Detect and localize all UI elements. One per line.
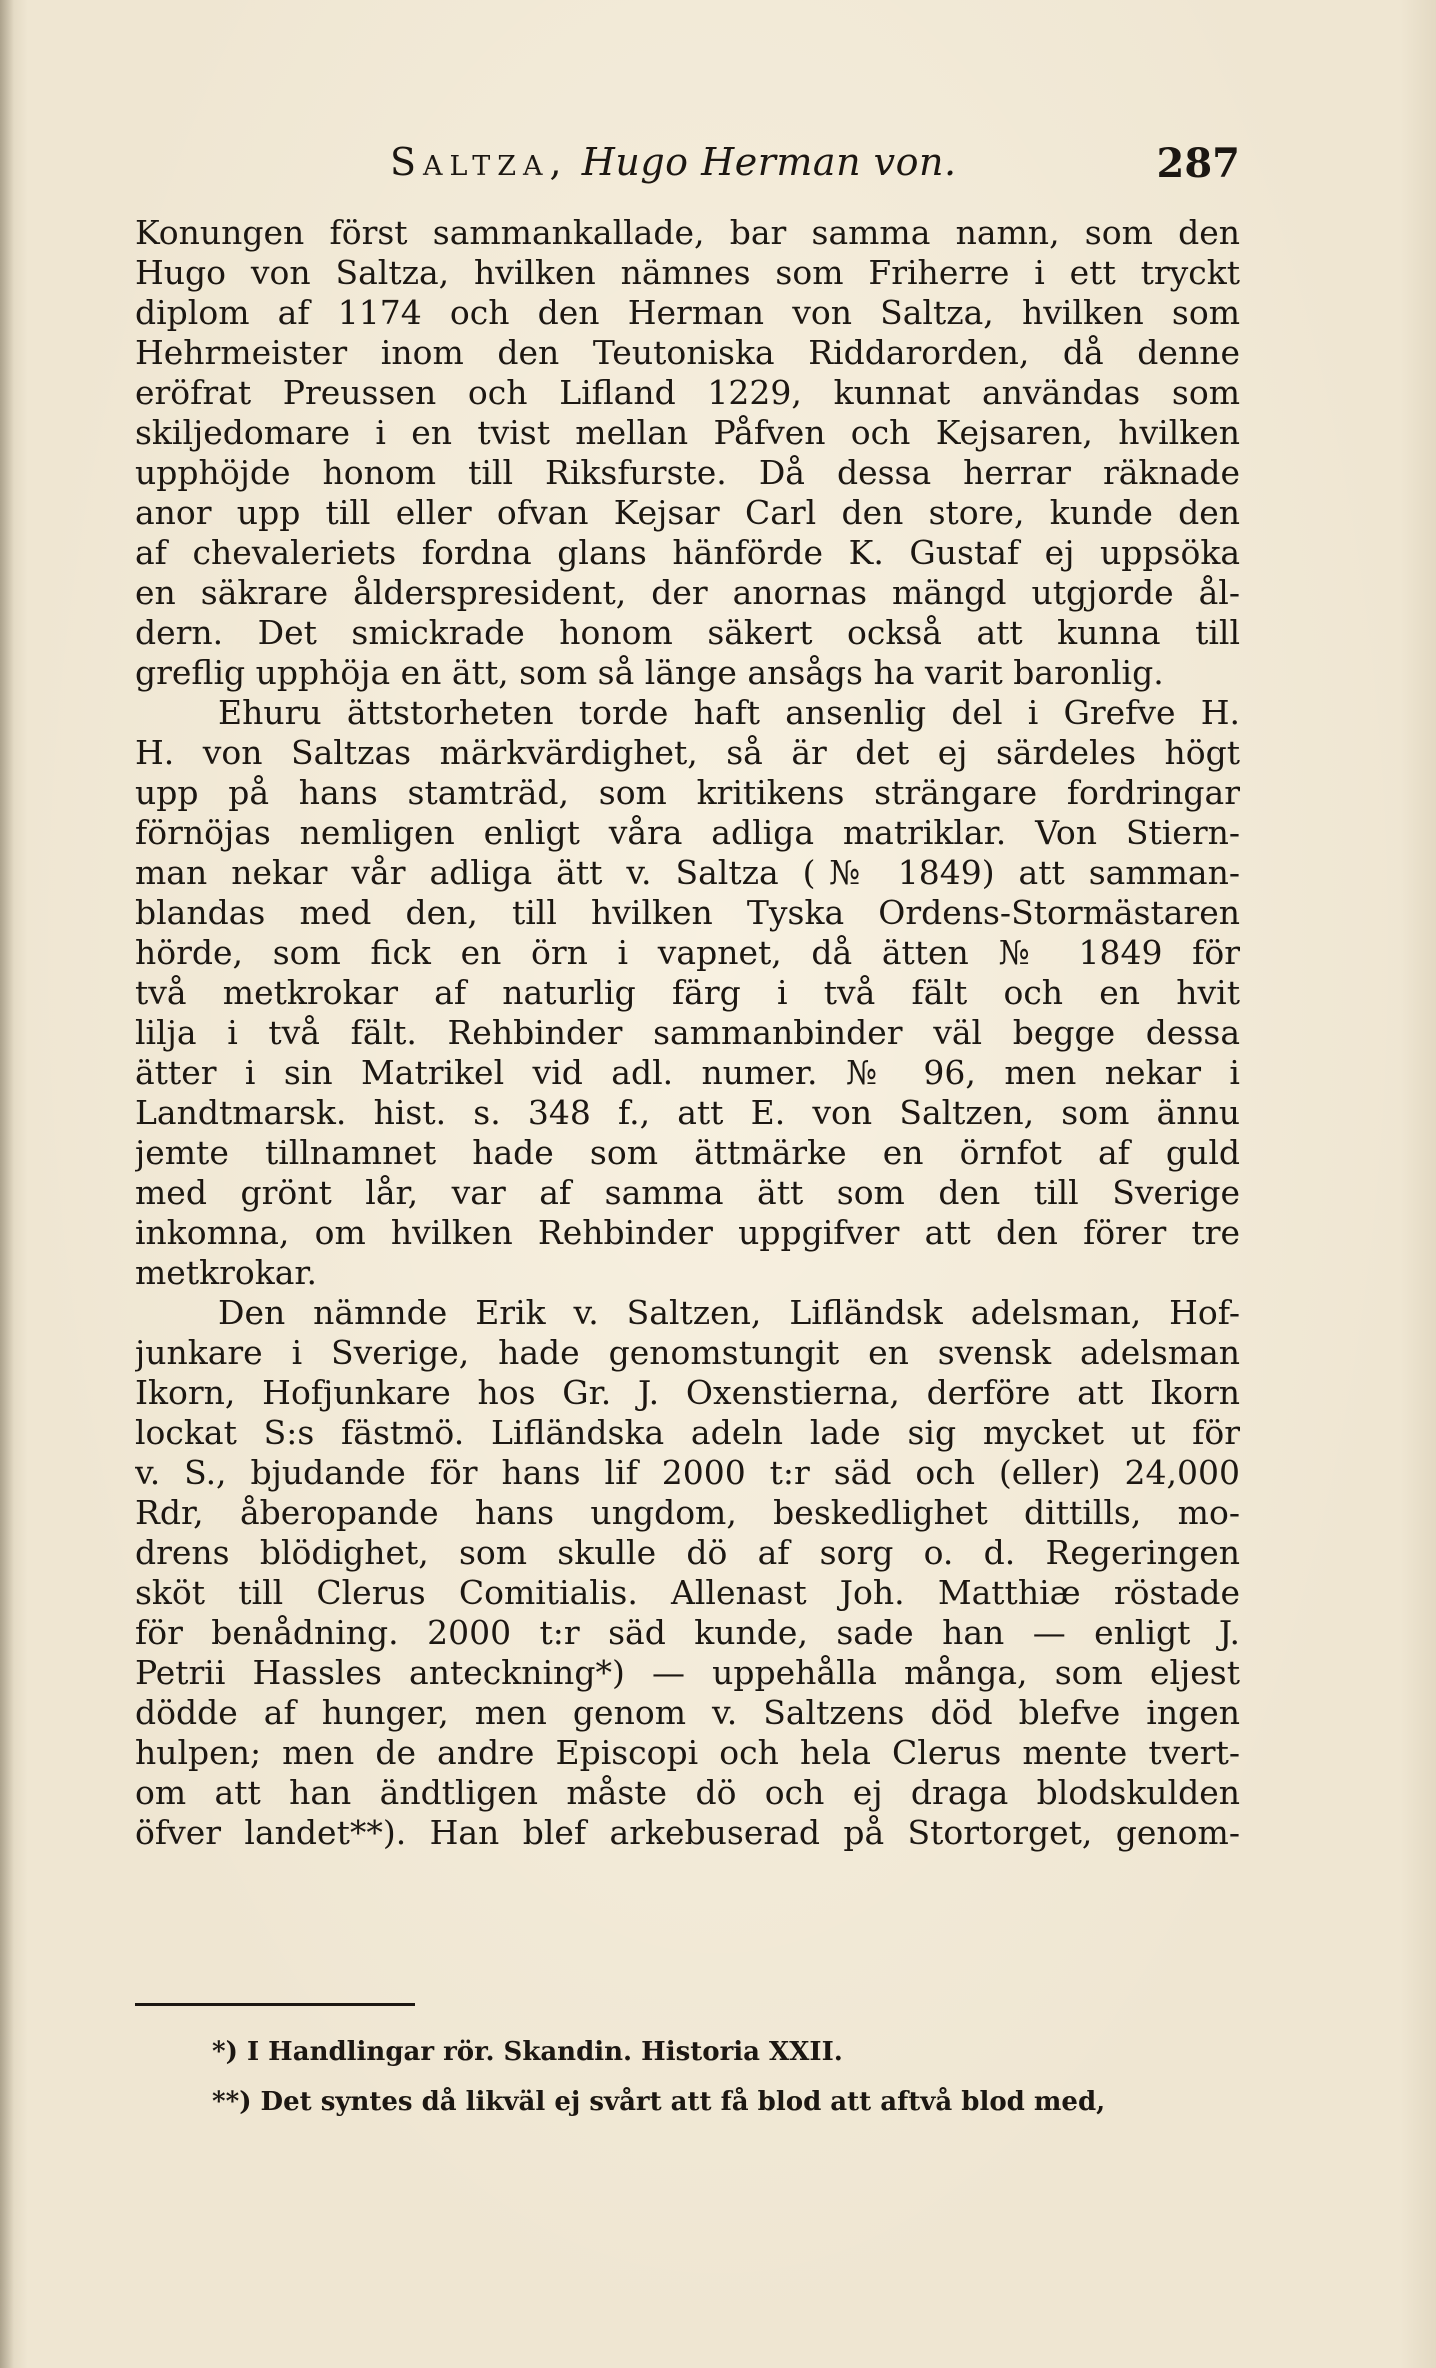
text-line: Ehuru ättstorheten torde haft ansenlig del i Grefve H. bbox=[218, 693, 1240, 732]
text-line: Hugo von Saltza, hvilken nämnes som Friherre i ett tryckt bbox=[135, 253, 1240, 292]
text-line: H. von Saltzas märkvärdighet, så är det ej särdeles högt bbox=[135, 733, 1240, 772]
page-number: 287 bbox=[1156, 140, 1240, 187]
text-line: för benådning. 2000 t:r säd kunde, sade han — enligt J. bbox=[135, 1613, 1240, 1652]
running-head-given-names: Hugo Herman von. bbox=[581, 140, 957, 184]
footnotes bbox=[212, 2027, 1252, 2127]
text-line: metkrokar. bbox=[135, 1253, 318, 1292]
text-line: Petrii Hassles anteckning*) — uppehålla många, som eljest bbox=[135, 1653, 1240, 1692]
text-line: om att han ändtligen måste dö och ej draga blodskulden bbox=[135, 1773, 1240, 1812]
binding-shadow bbox=[0, 0, 14, 2368]
text-line: blandas med den, till hvilken Tyska Ordens-Stormästaren bbox=[135, 893, 1240, 932]
text-line: upphöjde honom till Riksfurste. Då dessa herrar räknade bbox=[135, 453, 1240, 492]
text-line: öfver landet**). Han blef arkebuserad på Stortorget, genom- bbox=[135, 1813, 1240, 1852]
text-line: diplom af 1174 och den Herman von Saltza, hvilken som bbox=[135, 293, 1240, 332]
text-line: inkomna, om hvilken Rehbinder uppgifver att den förer tre bbox=[135, 1213, 1240, 1252]
text-line: två metkrokar af naturlig färg i två fält och en hvit bbox=[135, 973, 1240, 1012]
text-line: Konungen först sammankallade, bar samma namn, som den bbox=[135, 213, 1240, 252]
text-line: upp på hans stamträd, som kritikens strängare fordringar bbox=[135, 773, 1240, 812]
text-line: sköt till Clerus Comitialis. Allenast Joh. Matthiæ röstade bbox=[135, 1573, 1240, 1612]
text-line: med grönt lår, var af samma ätt som den till Sverige bbox=[135, 1173, 1240, 1212]
footnote-2: **) Det syntes då likväl ej svårt att få blod att aftvå blod med, bbox=[212, 2087, 1106, 2117]
text-line: skiljedomare i en tvist mellan Påfven och Kejsaren, hvilken bbox=[135, 413, 1240, 452]
running-head-surname: Saltza, bbox=[390, 140, 569, 184]
text-line: eröfrat Preussen och Lifland 1229, kunnat användas som bbox=[135, 373, 1240, 412]
text-line: v. S., bjudande för hans lif 2000 t:r säd och (eller) 24,000 bbox=[135, 1453, 1240, 1492]
text-line: Landtmarsk. hist. s. 348 f., att E. von Saltzen, som ännu bbox=[135, 1093, 1240, 1132]
text-line: drens blödighet, som skulle dö af sorg o. d. Regeringen bbox=[135, 1533, 1240, 1572]
body-text bbox=[135, 213, 1240, 1853]
text-line: junkare i Sverige, hade genomstungit en svensk adelsman bbox=[135, 1333, 1240, 1372]
text-line: lockat S:s fästmö. Lifländska adeln lade sig mycket ut för bbox=[135, 1413, 1240, 1452]
running-head bbox=[390, 140, 957, 184]
text-line: Ikorn, Hofjunkare hos Gr. J. Oxenstierna, derföre att Ikorn bbox=[135, 1373, 1240, 1412]
text-line: af chevaleriets fordna glans hänförde K. Gustaf ej uppsöka bbox=[135, 533, 1240, 572]
text-line: Den nämnde Erik v. Saltzen, Lifländsk adelsman, Hof- bbox=[218, 1293, 1240, 1332]
text-line: hulpen; men de andre Episcopi och hela Clerus mente tvert- bbox=[135, 1733, 1240, 1772]
text-line: Hehrmeister inom den Teutoniska Riddarorden, då denne bbox=[135, 333, 1240, 372]
text-line: förnöjas nemligen enligt våra adliga matriklar. Von Stiern- bbox=[135, 813, 1240, 852]
text-line: anor upp till eller ofvan Kejsar Carl den store, kunde den bbox=[135, 493, 1240, 532]
text-line: greflig upphöja en ätt, som så länge ansågs ha varit baronlig. bbox=[135, 653, 1164, 692]
footnote-1: *) I Handlingar rör. Skandin. Historia XXII. bbox=[212, 2037, 843, 2067]
text-line: en säkrare ålderspresident, der anornas mängd utgjorde ål- bbox=[135, 573, 1240, 612]
text-line: man nekar vår adliga ätt v. Saltza (№ 1849) att samman- bbox=[135, 853, 1240, 892]
text-line: jemte tillnamnet hade som ättmärke en örnfot af guld bbox=[135, 1133, 1240, 1172]
text-line: ätter i sin Matrikel vid adl. numer. № 96, men nekar i bbox=[135, 1053, 1240, 1092]
text-line: Rdr, åberopande hans ungdom, beskedlighet dittills, mo- bbox=[135, 1493, 1240, 1532]
text-line: lilja i två fält. Rehbinder sammanbinder väl begge dessa bbox=[135, 1013, 1240, 1052]
page-header bbox=[135, 140, 1240, 200]
text-line: hörde, som fick en örn i vapnet, då ätten № 1849 för bbox=[135, 933, 1240, 972]
footnote-rule bbox=[135, 2003, 415, 2006]
text-line: dödde af hunger, men genom v. Saltzens död blefve ingen bbox=[135, 1693, 1240, 1732]
text-line: dern. Det smickrade honom säkert också att kunna till bbox=[135, 613, 1240, 652]
